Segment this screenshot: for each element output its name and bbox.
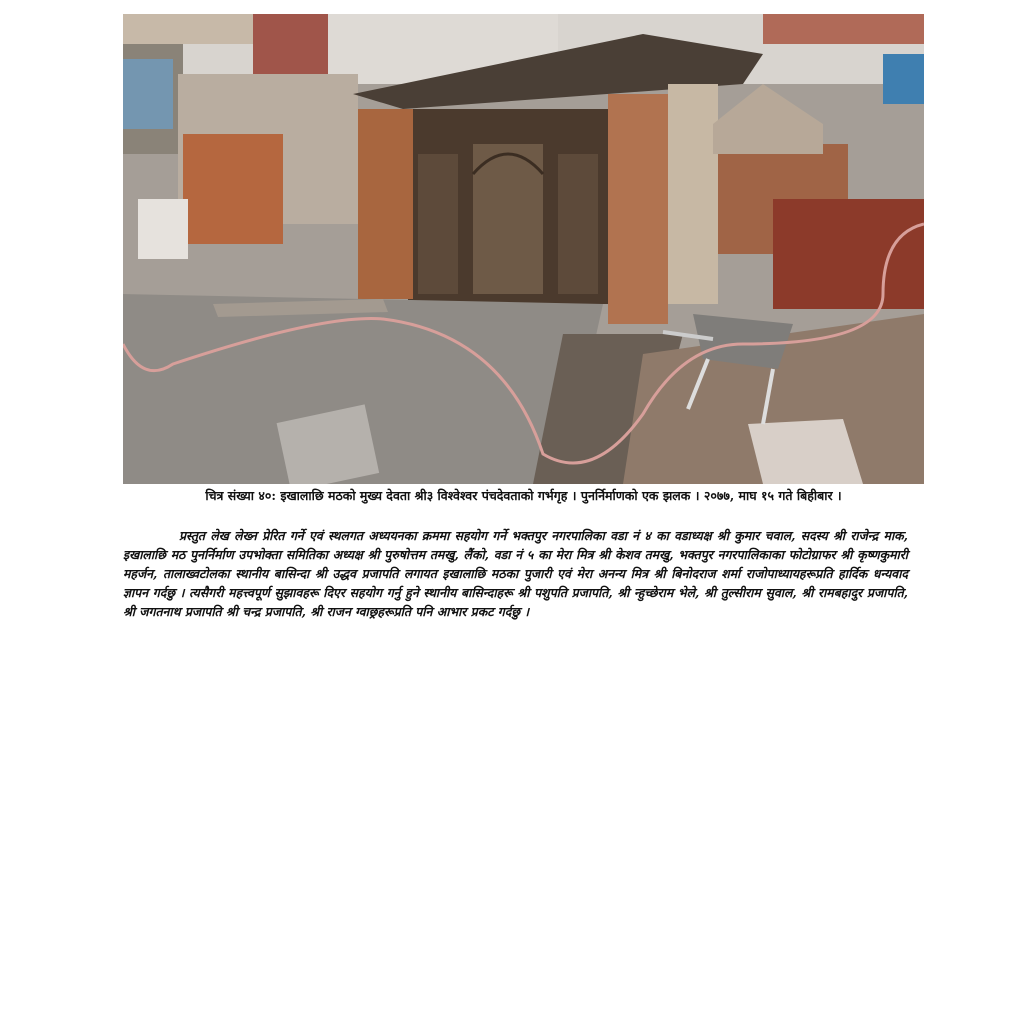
- figure-caption: चित्र संख्या ४०: इखालाछि मठको मुख्य देवता श्री३ विश्वेश्वर पंचदेवताको गर्भगृह । पुनर्निर्माणको एक झलक । २०७७, माघ १५ गते बिहीबार ।: [205, 488, 842, 503]
- acknowledgement-paragraph: प्रस्तुत लेख लेख्न प्रेरित गर्ने एवं स्थलगत अध्ययनका क्रममा सहयोग गर्ने भक्तपुर नगरपालिका वडा नं ४ का वडाध्यक्ष श्री कुमार चवाल, सदस्य श्री राजेन्द्र माक, इखालाछि मठ पुनर्निर्माण उपभोक्ता समितिका अध्यक्ष श्री पुरुषोत्तम तमखु, लैंको, वडा नं ५ का मेरा मित्र श्री केशव तमखु, भक्तपुर नगरपालिकाका फोटोग्राफर श्री कृष्णकुमारी महर्जन, तालाख्वटोलका स्थानीय बासिन्दा श्री उद्धव प्रजापति लगायत इखालाछि मठका पुजारी एवं मेरा अनन्य मित्र श्री बिनोदराज शर्मा राजोपाध्यायहरूप्रति हार्दिक धन्यवाद ज्ञापन गर्दछु । त्यसैगरी महत्त्वपूर्ण सुझावहरू दिएर सहयोग गर्नु हुने स्थानीय बासिन्दाहरू श्री पशुपति प्रजापति, श्री न्हुच्छेराम भेले, श्री तुल्सीराम सुवाल, श्री रामबहादुर प्रजापति, श्री जगतनाथ प्रजापति श्री चन्द्र प्रजापति, श्री राजन ग्वाछ्रहरूप्रति पनि आभार प्रकट गर्दछु ।: [123, 528, 908, 619]
- temple-reconstruction-photo: [123, 14, 924, 484]
